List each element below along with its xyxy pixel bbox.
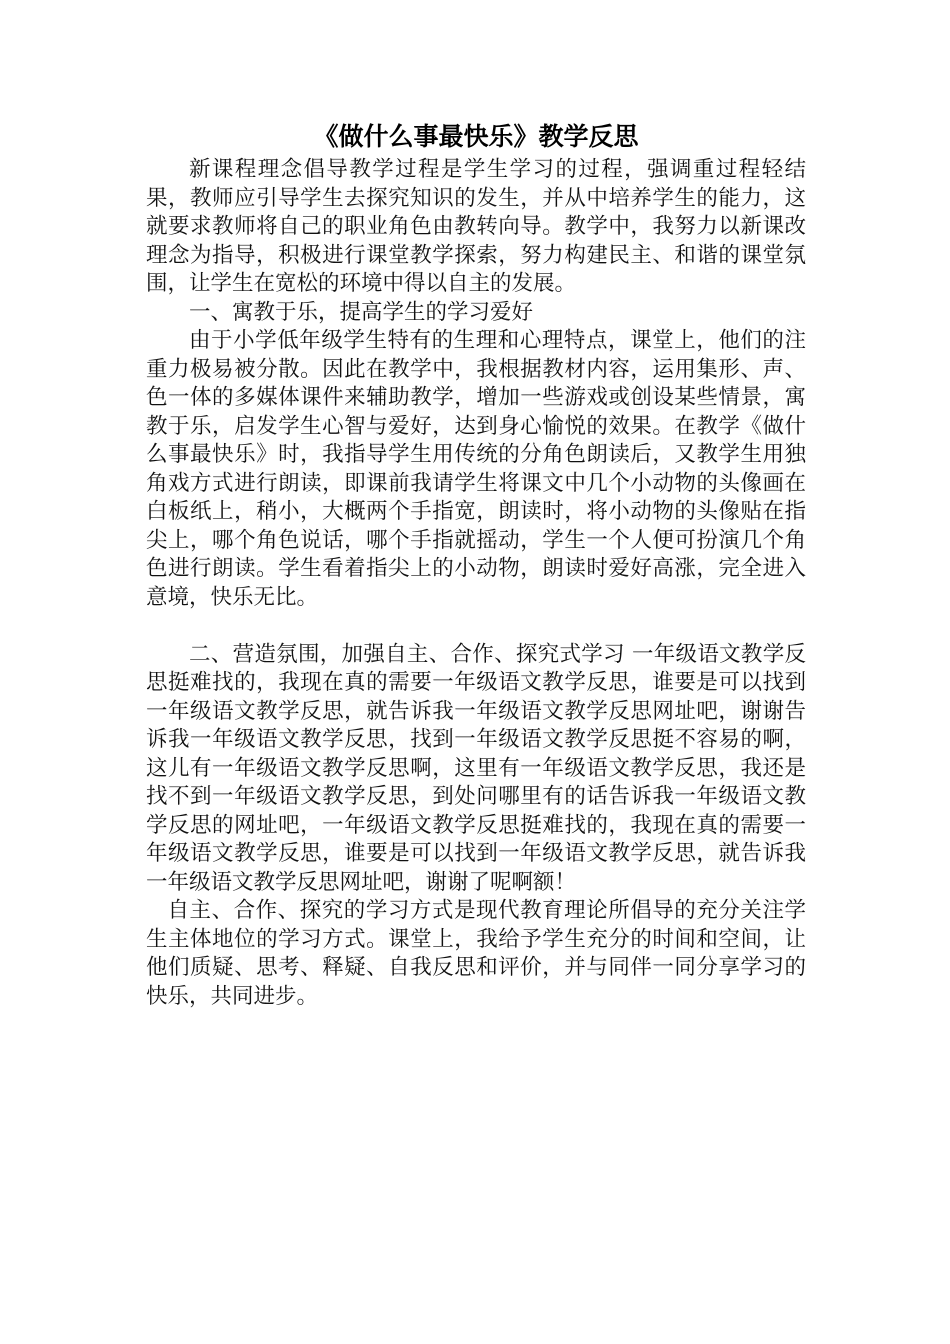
document-page <box>146 118 806 1011</box>
section-1-paragraph: 由于小学低年级学生特有的生理和心理特点，课堂上，他们的注重力极易被分散。因此在教学中，我根据教材内容，运用集形、声、色一体的多媒体课件来辅助教学，增加一些游戏或创设某些情景，寓教于乐，启发学生心智与爱好，达到身心愉悦的效果。在教学《做什么事最快乐》时，我指导学生用传统的分角色朗读后，又教学生用独角戏方式进行朗读，即课前我请学生将课文中几个小动物的头像画在白板纸上，稍小，大概两个手指宽，朗读时，将小动物的头像贴在指尖上，哪个角色说话，哪个手指就摇动，学生一个人便可扮演几个角色进行朗读。学生看着指尖上的小动物，朗读时爱好高涨，完全进入意境，快乐无比。 <box>146 328 806 610</box>
section-2-heading-paragraph: 二、营造氛围，加强自主、合作、探究式学习 一年级语文教学反思挺难找的，我现在真的需要一年级语文教学反思，谁要是可以找到一年级语文教学反思，就告诉我一年级语文教学反思网址吧，谢谢告诉我一年级语文教学反思，找到一年级语文教学反思挺不容易的啊，这儿有一年级语文教学反思啊，这里有一年级语文教学反思，我还是找不到一年级语文教学反思，到处问哪里有的话告诉我一年级语文教学反思的网址吧，一年级语文教学反思挺难找的，我现在真的需要一年级语文教学反思，谁要是可以找到一年级语文教学反思，就告诉我一年级语文教学反思网址吧，谢谢了呢啊额！ <box>146 641 806 895</box>
section-2-paragraph: 自主、合作、探究的学习方式是现代教育理论所倡导的充分关注学生主体地位的学习方式。课堂上，我给予学生充分的时间和空间，让他们质疑、思考、释疑、自我反思和评价，并与同伴一同分享学习的快乐，共同进步。 <box>146 898 806 1009</box>
section-1-heading: 一、寓教于乐，提高学生的学习爱好 <box>189 299 534 325</box>
document-title: 《做什么事最快乐》教学反思 <box>313 122 639 151</box>
intro-paragraph: 新课程理念倡导教学过程是学生学习的过程，强调重过程轻结果，教师应引导学生去探究知识的发生，并从中培养学生的能力，这就要求教师将自己的职业角色由教转向导。教学中，我努力以新课改理念为指导，积极进行课堂教学探索，努力构建民主、和谐的课堂氛围，让学生在宽松的环境中得以自主的发展。 <box>146 157 806 296</box>
blank-line <box>146 612 806 641</box>
